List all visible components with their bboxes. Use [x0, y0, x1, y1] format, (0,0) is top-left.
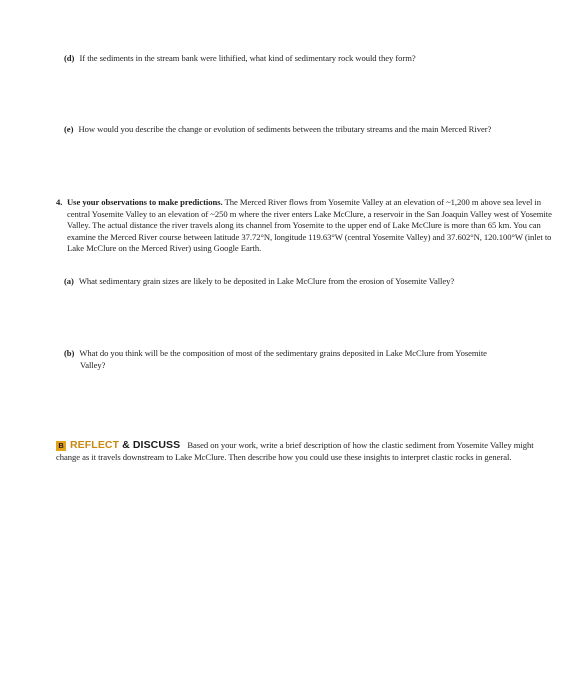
question-4b — [64, 348, 548, 371]
question-e-text: How would you describe the change or evolution of sediments between the tributary streams and the main Merced River? — [78, 124, 492, 134]
reflect-discuss-heading — [70, 439, 180, 451]
question-4-body — [67, 197, 556, 255]
question-4b-text-line1: What do you think will be the composition of most of the sedimentary grains deposited in Lake McClure from Yosemite — [79, 348, 487, 358]
question-4a-text: What sedimentary grain sizes are likely to be deposited in Lake McClure from the erosion of Yosemite Valley? — [78, 276, 455, 286]
question-4-number: 4. — [56, 197, 63, 207]
question-e — [64, 124, 569, 136]
discuss-word: DISCUSS — [132, 439, 181, 451]
ampersand: & — [122, 439, 130, 451]
question-d-label: (d) — [64, 53, 75, 63]
question-4b-text-line2: Valley? — [80, 359, 106, 370]
question-4 — [56, 197, 556, 255]
reflect-discuss-text: Based on your work, write a brief description of how the clastic sediment from Yosemite Valley might change as it travels downstream to Lake McClure. Then describe how you could use these insights to interpret clastic rocks in general. — [56, 440, 534, 462]
section-badge: B — [56, 441, 66, 451]
reflect-word: REFLECT — [70, 439, 120, 451]
reflect-discuss-section — [56, 440, 556, 463]
question-d-text: If the sediments in the stream bank were lithified, what kind of sedimentary rock would they form? — [79, 53, 416, 63]
question-4a — [64, 276, 564, 288]
question-d — [64, 53, 564, 65]
question-4-text: The Merced River flows from Yosemite Valley at an elevation of ~1,200 m above sea level in central Yosemite Valley to an elevation of ~250 m where the river enters Lake McClure, a reservoir in the San Joaquin Valley west of Yosemite Valley. The actual distance the river travels along its channel from Yosemite to the upper end of Lake McClure is more than 65 km. You can examine the Merced River course between latitude 37.72°N, longitude 119.63°W (central Yosemite Valley) and 37.602°N, 120.100°W (inlet to Lake McClure on the Merced River) using Google Earth. — [67, 197, 552, 254]
question-4a-label: (a) — [64, 276, 74, 286]
question-4b-label: (b) — [64, 348, 75, 358]
question-4-lead: Use your observations to make predictions. — [67, 197, 223, 207]
question-e-label: (e) — [64, 124, 74, 134]
